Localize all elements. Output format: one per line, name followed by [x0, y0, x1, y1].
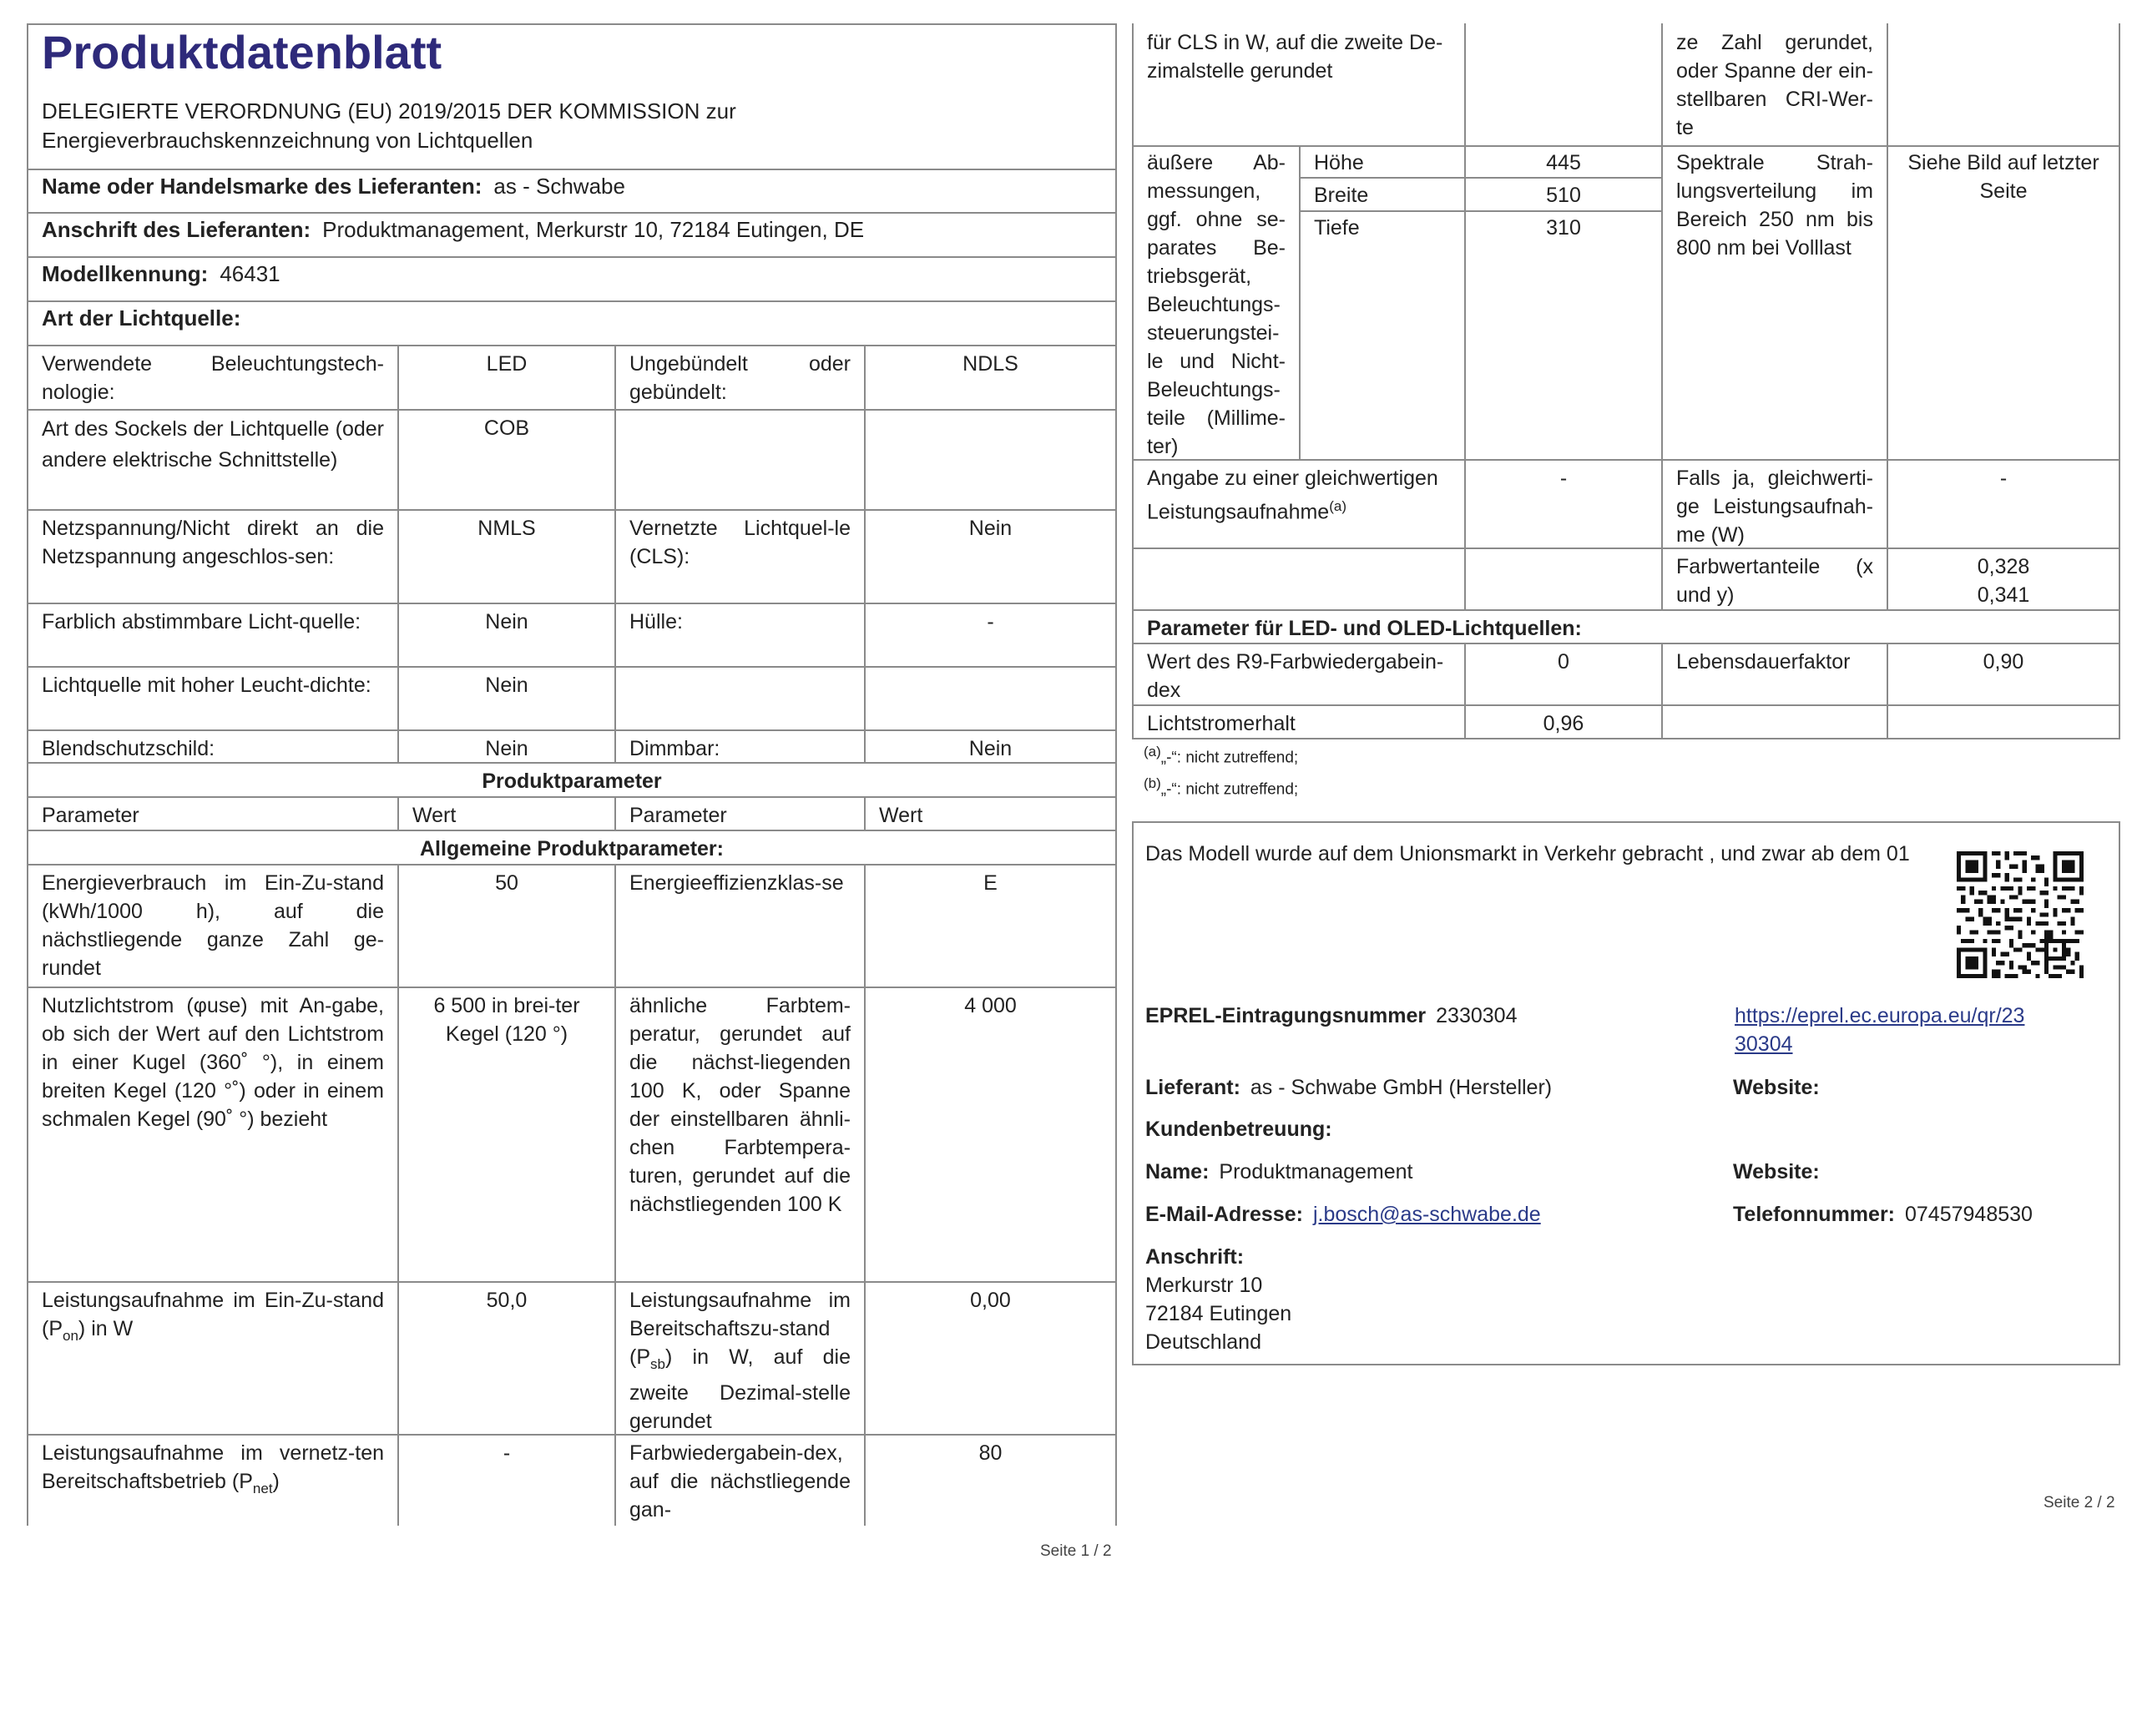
address-row: Anschrift des Lieferanten: Produktmanagement, Merkurstr 10, 72184 Eutingen, DE: [42, 217, 865, 242]
page-1: [0, 0, 1119, 1569]
email-link[interactable]: j.bosch@as-schwabe.de: [1312, 1203, 1541, 1226]
supplier-row: Name oder Handelsmarke des Lieferanten: as - Schwabe: [42, 174, 625, 199]
param-r9: Wert des R9-Farbwiedergabein-dex: [1147, 650, 1444, 702]
value-useful-flux: 6 500 in brei-ter Kegel (120 °): [433, 994, 580, 1046]
cont-cri: ze Zahl gerundet, oder Spanne der ein-stellbaren CRI-Wer-te: [1676, 31, 1873, 139]
customer-service-heading: Kundenbetreuung:: [1145, 1118, 1332, 1141]
supplier-row: Lieferant: as - Schwabe GmbH (Hersteller): [1145, 1076, 1553, 1099]
value-chromaticity: 0,328 0,341: [1977, 555, 2030, 607]
value-directional: NDLS: [962, 352, 1018, 376]
footnote-a: $^{(a)}$„-“: nicht zutreffend;: [1144, 744, 1299, 767]
value-if-yes-power: -: [1999, 467, 2008, 490]
param-envelope: Hülle:: [629, 610, 683, 633]
param-dimensions: äußere Ab-messungen, ggf. ohne se-parates Be-triebsgerät, Beleuchtungs-steuerungstei-le und Nicht-Beleuchtungs-teile (Millime-ter): [1147, 151, 1286, 458]
param-cri: Farbwiedergabein-dex, auf die nächstliegende gan-: [629, 1441, 851, 1522]
qr-code-icon: [1955, 851, 2085, 978]
regulation-subtitle: DELEGIERTE VERORDNUNG (EU) 2019/2015 DER KOMMISSION zur Energieverbrauchskennzeichnung von Lichtquellen: [42, 98, 736, 153]
param-standby-power: Leistungsaufnahme im Bereitschaftszu-stand $(P_{sb})$ in W, auf die zweite Dezimal-stelle gerundet: [629, 1289, 851, 1433]
param-survival-factor: Lebensdauerfaktor: [1676, 650, 1851, 674]
value-on-mode-power: 50,0: [486, 1289, 528, 1312]
param-energy-consumption: Energieverbrauch im Ein-Zu-stand (kWh/1000 h), auf die nächstliegende ganze Zahl ge-rundet: [42, 871, 384, 980]
param-glare-shield: Blendschutzschild:: [42, 737, 215, 760]
light-type-heading: Art der Lichtquelle:: [42, 305, 241, 331]
param-energy-class: Energieeffizienzklas-se: [629, 871, 844, 895]
param-technology: Verwendete Beleuchtungstech-nologie:: [42, 352, 384, 404]
param-if-yes-power: Falls ja, gleichwerti-ge Leistungsaufnah-me (W): [1676, 467, 1873, 547]
dim-width-label: Breite: [1314, 184, 1369, 207]
eprel-registration: EPREL-Eintragungsnummer 2330304: [1145, 1004, 1518, 1027]
eprel-link[interactable]: https://eprel.ec.europa.eu/qr/23 30304: [1735, 1004, 2025, 1056]
param-cap-type: Art des Sockels der Lichtquelle (oder andere elektrische Schnittstelle): [42, 417, 384, 472]
dim-width-value: 510: [1546, 184, 1581, 207]
dim-height-value: 445: [1546, 151, 1581, 174]
value-equivalent-power: -: [1559, 467, 1568, 490]
col-header-parameter: Parameter: [42, 804, 139, 827]
param-on-mode-power: Leistungsaufnahme im Ein-Zu-stand $(P_{on})$ in W: [42, 1289, 384, 1344]
contact-address: Anschrift: Merkurstr 10 72184 Eutingen Deutschland: [1145, 1245, 1292, 1354]
col-header-parameter: Parameter: [629, 804, 727, 827]
value-spectral: Siehe Bild auf letzter Seite: [1907, 151, 2099, 203]
value-r9: 0: [1558, 650, 1569, 674]
contact-name-row: Name: Produktmanagement: [1145, 1160, 1413, 1183]
value-color-tunable: Nein: [485, 610, 528, 633]
value-lumen-maintenance: 0,96: [1543, 712, 1584, 735]
qr-code[interactable]: [1955, 851, 2085, 978]
page-number: Seite 2 / 2: [2044, 1494, 2115, 1511]
eprel-url[interactable]: [1735, 1002, 2024, 1058]
param-spectral: Spektrale Strah-lungsverteilung im Bereich 250 nm bis 800 nm bei Volllast: [1676, 151, 1873, 260]
param-useful-flux: Nutzlichtstrom (φuse) mit An-gabe, ob sich der Wert auf den Lichtstrom in einer Kugel (360˚ °), in einem breiten Kegel (120 °˚) oder in einem schmalen Kegel (90˚ °) bezieht: [42, 994, 384, 1131]
value-connected: Nein: [968, 517, 1013, 540]
value-cct: 4 000: [964, 994, 1017, 1017]
param-lumen-maintenance: Lichtstromerhalt: [1147, 712, 1296, 735]
dim-depth-label: Tiefe: [1314, 216, 1360, 240]
website-row-2: Website:: [1733, 1160, 1820, 1183]
email-row: E-Mail-Adresse: j.bosch@as-schwabe.de: [1145, 1203, 1541, 1226]
value-energy-class: E: [983, 871, 998, 895]
section-general-parameters: Allgemeine Produktparameter:: [420, 837, 724, 860]
param-color-tunable: Farblich abstimmbare Licht-quelle:: [42, 610, 361, 633]
section-product-parameters: Produktparameter: [482, 770, 662, 793]
section-led-parameters: Parameter für LED- und OLED-Lichtquellen:: [1147, 617, 1582, 640]
param-directional: Ungebündelt oder gebündelt:: [629, 352, 851, 404]
dim-height-label: Höhe: [1314, 151, 1364, 174]
col-header-value: Wert: [412, 804, 457, 827]
value-glare-shield: Nein: [485, 737, 528, 760]
param-connected: Vernetzte Lichtquel-le (CLS):: [629, 517, 851, 568]
phone-row: Telefonnummer: 07457948530: [1733, 1203, 2033, 1226]
value-technology: LED: [486, 352, 528, 376]
value-mains: NMLS: [477, 517, 536, 540]
page-number: Seite 1 / 2: [1040, 1542, 1112, 1560]
model-row: Modellkennung: 46431: [42, 261, 280, 286]
param-mains: Netzspannung/Nicht direkt an die Netzspannung angeschlos-sen:: [42, 517, 384, 568]
market-placement-text: Das Modell wurde auf dem Unionsmarkt in Verkehr gebracht , und zwar ab dem 01: [1145, 842, 1910, 865]
value-high-luminance: Nein: [485, 674, 528, 697]
value-cri: 80: [978, 1441, 1003, 1465]
dim-depth-value: 310: [1546, 216, 1581, 240]
footnote-b: $^{(b)}$„-“: nicht zutreffend;: [1144, 775, 1299, 799]
col-header-value: Wert: [879, 804, 923, 827]
value-dimmable: Nein: [968, 737, 1013, 760]
value-survival-factor: 0,90: [1983, 650, 2024, 674]
value-standby-power: 0,00: [970, 1289, 1011, 1312]
param-chromaticity: Farbwertanteile (x und y): [1676, 555, 1873, 607]
param-networked-standby: Leistungsaufnahme im vernetz-ten Bereitschaftsbetrieb $(P_{net})$: [42, 1441, 384, 1496]
cont-networked-standby: für CLS in W, auf die zweite De-zimalstelle gerundet: [1147, 31, 1443, 83]
website-row: Website:: [1733, 1076, 1820, 1099]
param-dimmable: Dimmbar:: [629, 737, 720, 760]
param-high-luminance: Lichtquelle mit hoher Leucht-dichte:: [42, 674, 371, 697]
param-cct: ähnliche Farbtem-peratur, gerundet auf die nächst-liegenden 100 K, oder Spanne der einstellbaren ähnli-chen Farbtempera-turen, gerundet auf die nächstliegenden 100 K: [629, 994, 851, 1216]
value-energy-consumption: 50: [495, 871, 518, 895]
value-networked-standby: -: [503, 1441, 511, 1465]
document-title: Produktdatenblatt: [42, 26, 442, 78]
value-envelope: -: [987, 610, 994, 633]
value-cap-type: COB: [483, 416, 530, 440]
param-equivalent-power: Angabe zu einer gleichwertigen Leistungsaufnahme$^{(a)}$: [1147, 467, 1438, 524]
page-2: [1119, 0, 2137, 1569]
